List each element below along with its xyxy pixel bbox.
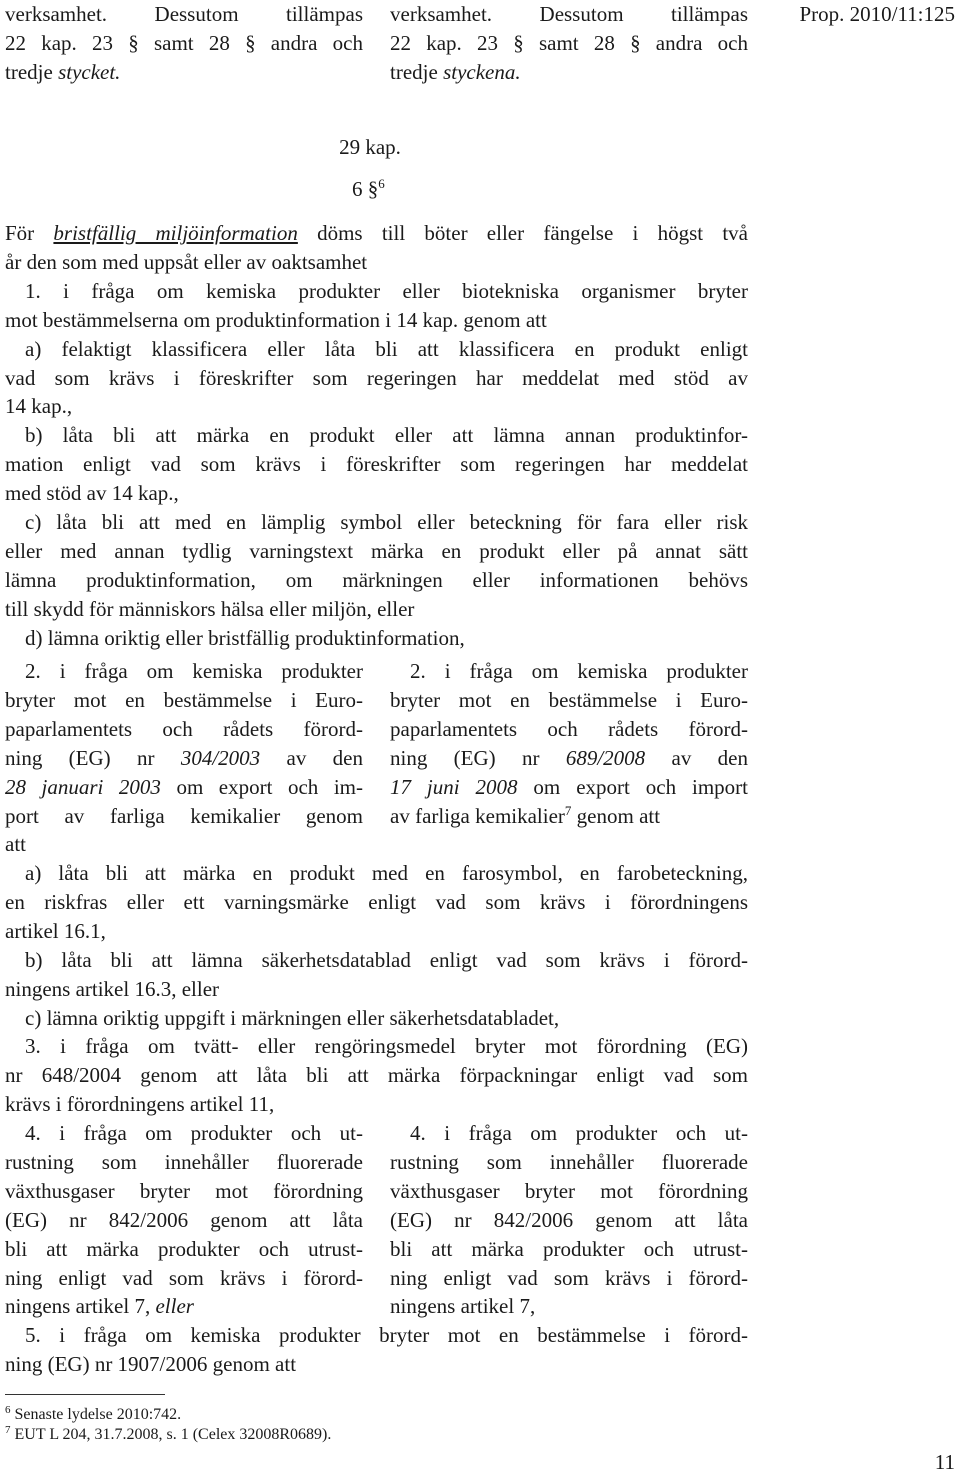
item1-line: mot bestämmelserna om produktinformation i 14 kap. genom att xyxy=(5,307,547,332)
item3-line: nr 648/2004 genom att låta bli att märka förpackningar enligt vad som xyxy=(5,1063,748,1088)
header-right-line: verksamhet. Dessutom tillämpas xyxy=(390,2,748,26)
header-right-line: tredje styckena. xyxy=(390,59,521,84)
section-number: 6 § xyxy=(352,177,379,201)
item4-right-line: ningens artikel 7, xyxy=(390,1294,536,1319)
main-text xyxy=(5,219,748,653)
item4-right-line: ning enligt vad som krävs i förord- xyxy=(390,1265,748,1290)
item2-left-line: 2. i fråga om kemiska produkter xyxy=(25,659,363,683)
item1-c-line: lämna produktinformation, om märkningen eller informationen behövs xyxy=(5,567,748,592)
item4-left-column xyxy=(5,1119,363,1321)
item2-right-column xyxy=(390,657,748,830)
section-heading xyxy=(352,175,385,204)
item2-left-line: paparlamentets och rådets förord- xyxy=(5,716,363,741)
item2-right-line: bryter mot en bestämmelse i Euro- xyxy=(390,687,748,712)
item2-b-line: ningens artikel 16.3, eller xyxy=(5,976,220,1001)
item2-right-line: 17 juni 2008 om export och import xyxy=(390,774,748,799)
footnotes xyxy=(5,1405,605,1445)
item1-b-line: b) låta bli att märka en produkt eller att lämna annan produktinfor- xyxy=(25,423,748,448)
footnote-mark: 6 xyxy=(5,1404,11,1416)
defined-term: bristfällig miljöinformation xyxy=(53,221,298,245)
header-left-line: tredje stycket. xyxy=(5,59,121,84)
item1-a-line: 14 kap., xyxy=(5,394,73,419)
item2-a-line: artikel 16.1, xyxy=(5,918,106,943)
item4-left-line: växthusgaser bryter mot förordning xyxy=(5,1178,363,1203)
item5-line: 5. i fråga om kemiska produkter bryter mot en bestämmelse i förord- xyxy=(25,1323,748,1347)
item4-left-line: bli att märka produkter och utrust- xyxy=(5,1236,363,1261)
header-left-line: 22 kap. 23 § samt 28 § andra och xyxy=(5,30,363,55)
item1-line: 1. i fråga om kemiska produkter eller biotekniska organismer bryter xyxy=(25,278,748,303)
item5-line: ning (EG) nr 1907/2006 genom att xyxy=(5,1351,297,1376)
item4-right-line: bli att märka produkter och utrust- xyxy=(390,1236,748,1261)
item1-d-line: d) lämna oriktig eller bristfällig produktinformation, xyxy=(25,625,465,650)
item2-right-line: paparlamentets och rådets förord- xyxy=(390,716,748,741)
item4-left-line: ningens artikel 7, eller xyxy=(5,1294,194,1319)
item4-left-line: rustning som innehåller fluorerade xyxy=(5,1149,363,1174)
footnote-divider xyxy=(5,1394,165,1395)
item2-left-line: bryter mot en bestämmelse i Euro- xyxy=(5,687,363,712)
item1-c-line: eller med annan tydlig varningstext märka en produkt eller på annat sätt xyxy=(5,538,748,563)
item5-text xyxy=(5,1321,748,1379)
item2-3-text xyxy=(5,859,748,1119)
item1-c-line: till skydd för människors hälsa eller miljön, eller xyxy=(5,596,415,621)
running-head: Prop. 2010/11:125 xyxy=(799,2,955,26)
item4-right-column xyxy=(390,1119,748,1321)
header-left-line: verksamhet. Dessutom tillämpas xyxy=(5,2,363,26)
item4-right-line: (EG) nr 842/2006 genom att låta xyxy=(390,1207,748,1232)
chapter-title: 29 kap. xyxy=(339,135,401,159)
header-left-column xyxy=(5,0,363,87)
header-right-line: 22 kap. 23 § samt 28 § andra och xyxy=(390,30,748,55)
footnote: $^7$ EUT L 204, 31.7.2008, s. 1 (Celex 32008R0689). xyxy=(5,1424,332,1443)
item4-left-line: ning enligt vad som krävs i förord- xyxy=(5,1265,363,1290)
item2-left-line: ning (EG) nr 304/2003 av den xyxy=(5,745,363,770)
item2-c-line: c) lämna oriktig uppgift i märkningen eller säkerhetsdatabladet, xyxy=(25,1005,560,1030)
header-right-column xyxy=(390,0,748,87)
footnote-ref: 6 xyxy=(378,176,385,191)
footnote: $^6$ Senaste lydelse 2010:742. xyxy=(5,1404,182,1423)
item2-left-line: att xyxy=(5,832,26,857)
item2-right-line: av farliga kemikalier$^7$ genom att xyxy=(390,802,661,828)
item2-left-line: 28 januari 2003 om export och im- xyxy=(5,774,363,799)
item4-left-line: (EG) nr 842/2006 genom att låta xyxy=(5,1207,363,1232)
intro-line: år den som med uppsåt eller av oaktsamhet xyxy=(5,249,368,274)
item3-line: krävs i förordningens artikel 11, xyxy=(5,1092,275,1117)
item2-left-line: port av farliga kemikalier genom xyxy=(5,803,363,828)
item3-line: 3. i fråga om tvätt- eller rengöringsmedel bryter mot förordning (EG) xyxy=(25,1034,748,1059)
intro-line: För bristfällig miljöinformation döms till böter eller fängelse i högst två xyxy=(5,221,748,245)
item1-b-line: mation enligt vad som krävs i föreskrifter som regeringen har meddelat xyxy=(5,452,748,477)
item4-right-line: växthusgaser bryter mot förordning xyxy=(390,1178,748,1203)
item4-left-line: 4. i fråga om produkter och ut- xyxy=(25,1121,363,1145)
item2-a-line: a) låta bli att märka en produkt med en farosymbol, en farobeteckning, xyxy=(25,861,748,885)
item1-a-line: vad som krävs i föreskrifter som regeringen har meddelat med stöd av xyxy=(5,365,748,390)
page-number: 11 xyxy=(934,1450,955,1474)
footnote-ref: 7 xyxy=(564,802,572,818)
item2-left-column xyxy=(5,657,363,859)
item1-c-line: c) låta bli att med en lämplig symbol eller beteckning för fara eller risk xyxy=(25,510,748,535)
item1-a-line: a) felaktigt klassificera eller låta bli att klassificera en produkt enligt xyxy=(25,336,748,361)
item4-right-line: rustning som innehåller fluorerade xyxy=(390,1149,748,1174)
footnote-mark: 7 xyxy=(5,1424,11,1436)
item2-right-line: 2. i fråga om kemiska produkter xyxy=(410,659,748,683)
item2-right-line: ning (EG) nr 689/2008 av den xyxy=(390,745,748,770)
item2-b-line: b) låta bli att lämna säkerhetsdatablad enligt vad som krävs i förord- xyxy=(25,947,748,972)
item2-a-line: en riskfras eller ett varningsmärke enligt vad som krävs i förordningens xyxy=(5,889,748,914)
item1-b-line: med stöd av 14 kap., xyxy=(5,481,179,506)
item4-right-line: 4. i fråga om produkter och ut- xyxy=(410,1121,748,1145)
